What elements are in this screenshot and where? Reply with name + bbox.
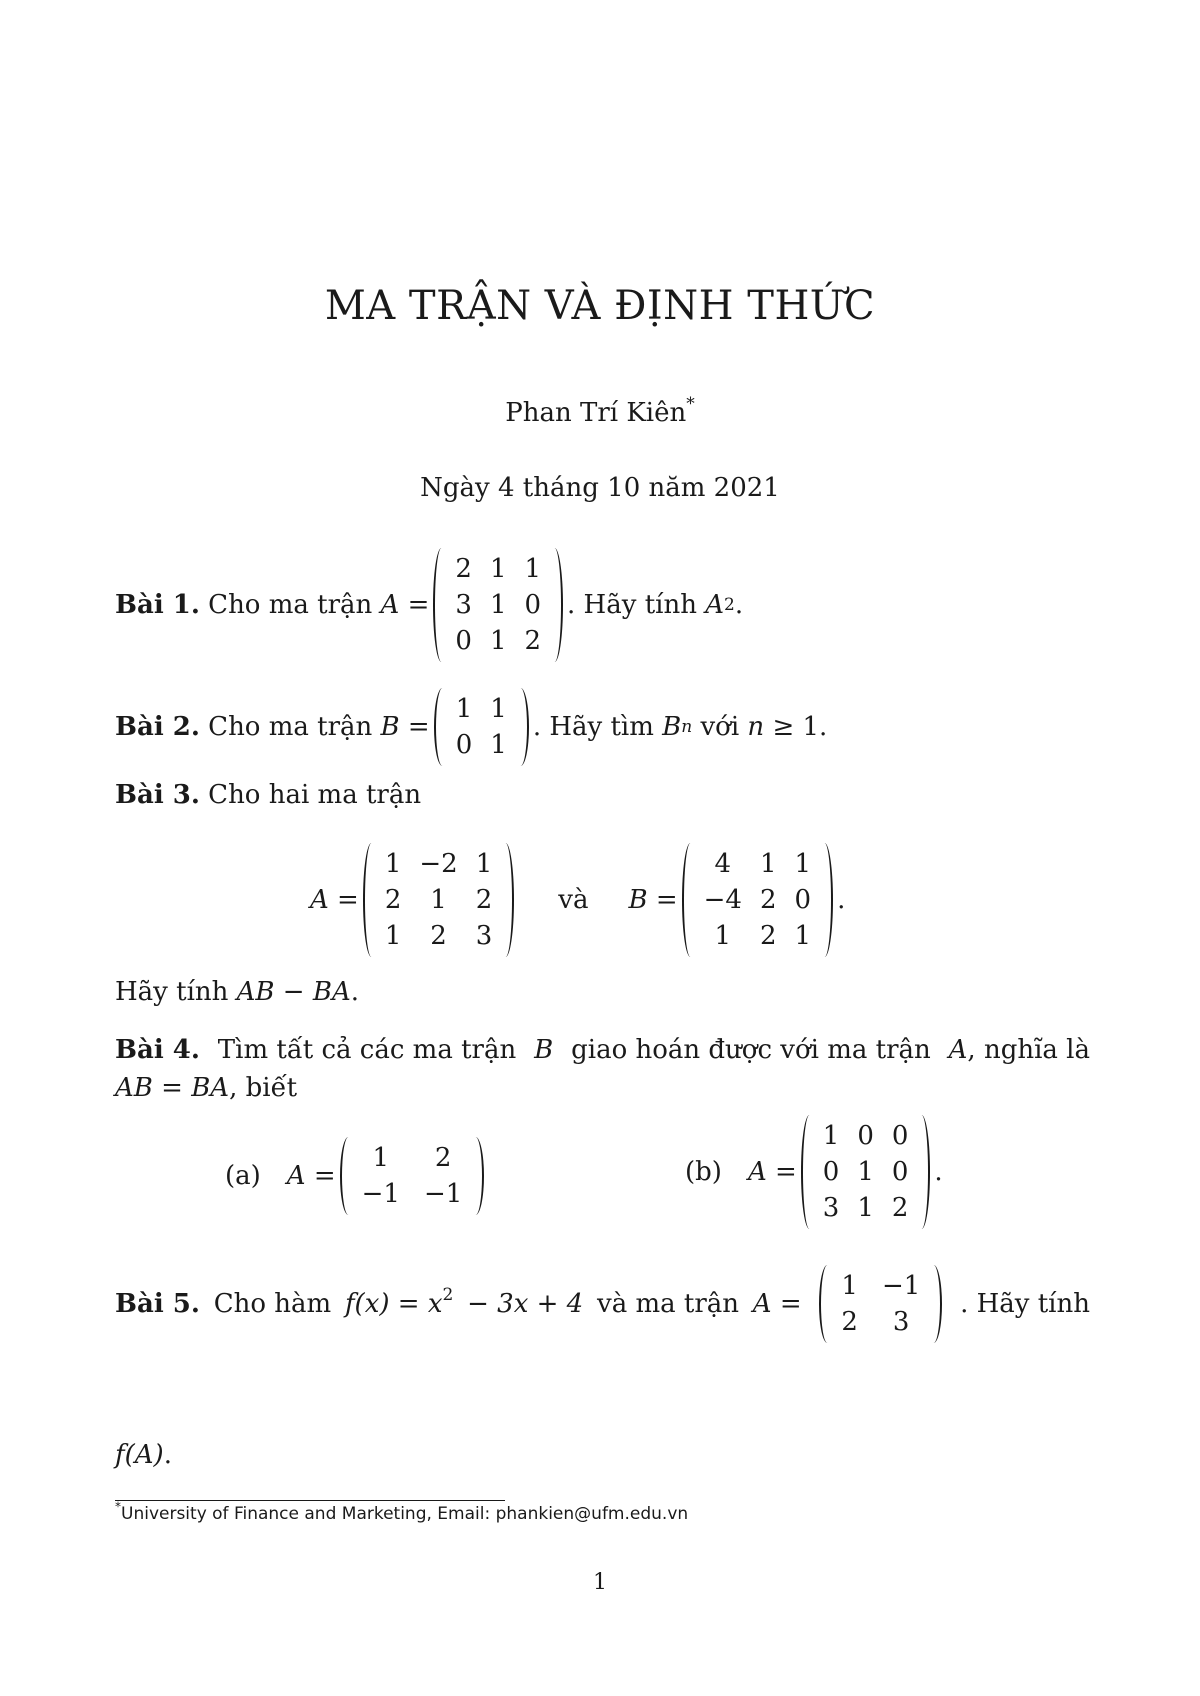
exercise-2-cond-var: n [747,712,765,742]
matrix-cell: −1 [881,1271,921,1301]
exercise-1-text: Cho ma trận [208,590,373,620]
exercise-4-line2-end: , biết [229,1073,298,1103]
exercise-4-part-b-label: (b) [685,1157,722,1187]
matrix-cell: 4 [714,849,732,879]
exercise-1-label: Bài 1. [115,590,200,620]
exercise-5-label: Bài 5. [115,1289,200,1319]
exercise-5-func: f(x) = x [344,1289,443,1319]
exercise-4-line1 [115,1035,1090,1065]
matrix-cell: 3 [455,590,472,620]
author-footnote-mark: * [686,394,695,415]
matrix-4a-grid [354,1137,471,1215]
matrix-3b-grid [696,843,819,957]
page-title: MA TRẬN VÀ ĐỊNH THỨC [324,283,876,329]
matrix-cell: 0 [524,590,542,620]
matrix-cell: 0 [794,885,812,915]
matrix-cell: 1 [857,1157,874,1187]
exercise-5-line2 [115,1440,172,1470]
exercise-4-part-b [685,1115,943,1229]
matrix-cell: 1 [822,1121,840,1151]
footnote [115,1499,689,1524]
exercise-1-after: . Hãy tính [567,590,697,620]
exercise-5-line2-end: . [163,1440,172,1470]
exercise-4-part-a-var: A [286,1161,306,1191]
matrix-cell: 1 [384,921,402,951]
matrix-cell: 0 [857,1121,874,1151]
exercise-1-power-base: A [705,590,724,620]
matrix-cell: 1 [794,921,812,951]
exercise-4-part-b-var: A [747,1157,767,1187]
exercise-3-text: Cho hai ma trận [208,780,422,810]
exercise-3-var-a: A [310,885,329,915]
matrix-cell: 1 [490,730,507,760]
matrix-cell: 2 [891,1193,909,1223]
matrix-cell: 0 [891,1121,909,1151]
exercise-5-var: A [752,1289,772,1319]
exercise-3-label: Bài 3. [115,780,200,810]
exercise-4-text3: , nghĩa là [967,1035,1090,1065]
exercise-2-cond: ≥ 1. [772,712,828,742]
footnote-mark: * [115,1499,121,1514]
matrix-cell: 1 [372,1143,390,1173]
matrix-3b [682,843,833,957]
matrix-cell: 1 [430,885,447,915]
exercise-1-eq: = [407,590,430,620]
exercise-2-label: Bài 2. [115,712,200,742]
exercise-3-eq-a: = [337,885,359,915]
matrix-cell: 3 [892,1307,910,1337]
matrix-cell: 2 [475,885,493,915]
footnote-text: University of Finance and Marketing, Email: phankien@ufm.edu.vn [121,1504,689,1524]
exercise-5-text3: . Hãy tính [960,1289,1090,1319]
matrix-4b-grid [815,1115,917,1229]
matrix-cell: 1 [714,921,732,951]
matrix-cell: 2 [759,885,777,915]
matrix-cell: 1 [524,554,542,584]
exercise-4-part-a-label: (a) [225,1161,261,1191]
matrix-5 [819,1265,942,1343]
matrix-cell: 2 [524,626,542,656]
exercise-4-text1: Tìm tất cả các ma trận [217,1035,517,1065]
matrix-cell: 1 [841,1271,858,1301]
matrix-5-grid [833,1265,928,1343]
exercise-5-text1: Cho hàm [213,1289,332,1319]
matrix-1-grid [447,548,549,662]
matrix-cell: 0 [455,730,473,760]
matrix-cell: 2 [759,921,777,951]
exercise-4-label: Bài 4. [115,1035,200,1065]
exercise-5-exp: 2 [442,1285,454,1306]
exercise-4-var-a: A [948,1035,968,1065]
matrix-cell: 1 [489,554,507,584]
exercise-3-var-b: B [628,885,648,915]
exercise-2-after: . Hãy tìm [532,712,654,742]
exercise-5-line2-expr: f(A) [115,1440,164,1470]
exercise-3 [115,780,421,810]
exercise-4-var-b: B [534,1035,554,1065]
matrix-2-grid [448,688,515,766]
footnote-rule [115,1500,505,1501]
exercise-2-text: Cho ma trận [208,712,373,742]
matrix-3a [363,843,514,957]
author [0,394,1200,428]
matrix-cell: 3 [822,1193,840,1223]
matrix-cell: 2 [384,885,402,915]
matrix-cell: 2 [430,921,447,951]
exercise-2-eq: = [407,712,430,742]
exercise-4-line2 [115,1073,297,1103]
page-number: 1 [593,1570,607,1595]
matrix-4b [801,1115,931,1229]
author-name: Phan Trí Kiên [505,398,687,428]
matrix-cell: 1 [857,1193,874,1223]
matrix-cell: 1 [455,694,473,724]
exercise-5-eq: = [779,1289,802,1319]
exercise-2-power-base: B [662,712,682,742]
matrix-cell: −1 [361,1179,400,1209]
exercise-5-text2: và ma trận [597,1289,740,1319]
matrix-cell: 0 [455,626,472,656]
exercise-5 [115,1265,1090,1343]
exercise-4-end: . [934,1157,943,1187]
exercise-1-var: A [380,590,400,620]
exercise-2-mid: với [700,712,740,742]
exercise-4-part-a-eq: = [313,1161,336,1191]
matrix-cell: 1 [490,694,507,724]
matrix-cell: 2 [455,554,472,584]
exercise-1-end: . [734,590,744,620]
exercise-3-question-text: Hãy tính [115,977,229,1007]
exercise-4-part-b-eq: = [774,1157,797,1187]
matrix-cell: −1 [423,1179,463,1209]
matrix-cell: −2 [419,849,458,879]
exercise-2: Bài 2. Cho ma trận B = 1 1 0 1 . Hãy tìm B n với n ≥ 1. [115,688,827,766]
matrix-cell: 2 [841,1307,858,1337]
matrix-cell: 1 [475,849,493,879]
matrix-cell: 0 [822,1157,840,1187]
exercise-3-question-expr: AB − BA [236,977,351,1007]
matrix-cell: 1 [384,849,402,879]
matrix-cell: 1 [759,849,777,879]
matrix-cell: 1 [489,626,507,656]
matrix-2 [434,688,529,766]
exercise-4-expr: AB = BA [115,1073,230,1103]
matrix-1 [433,548,563,662]
exercise-3-question [115,977,359,1007]
exercise-3-eq-b: = [655,885,678,915]
matrix-cell: 2 [434,1143,452,1173]
exercise-5-func-rest: − 3x + 4 [467,1289,584,1319]
date: Ngày 4 tháng 10 năm 2021 [420,473,780,503]
exercise-3-display [310,843,845,957]
matrix-cell: 1 [794,849,812,879]
exercise-3-and: và [558,885,589,915]
matrix-cell: 0 [891,1157,909,1187]
matrix-4a [340,1137,485,1215]
matrix-3a-grid [377,843,500,957]
matrix-cell: −4 [703,885,742,915]
exercise-3-end: . [837,885,846,915]
matrix-cell: 1 [489,590,507,620]
exercise-3-question-end: . [350,977,360,1007]
exercise-2-var: B [380,712,400,742]
matrix-cell: 3 [475,921,493,951]
exercise-4-part-a [225,1137,488,1215]
exercise-1: Bài 1. Cho ma trận A = 2 1 1 3 1 0 0 1 2 . Hãy tính A 2 . [115,548,743,662]
exercise-4-text2: giao hoán được với ma trận [571,1035,931,1065]
